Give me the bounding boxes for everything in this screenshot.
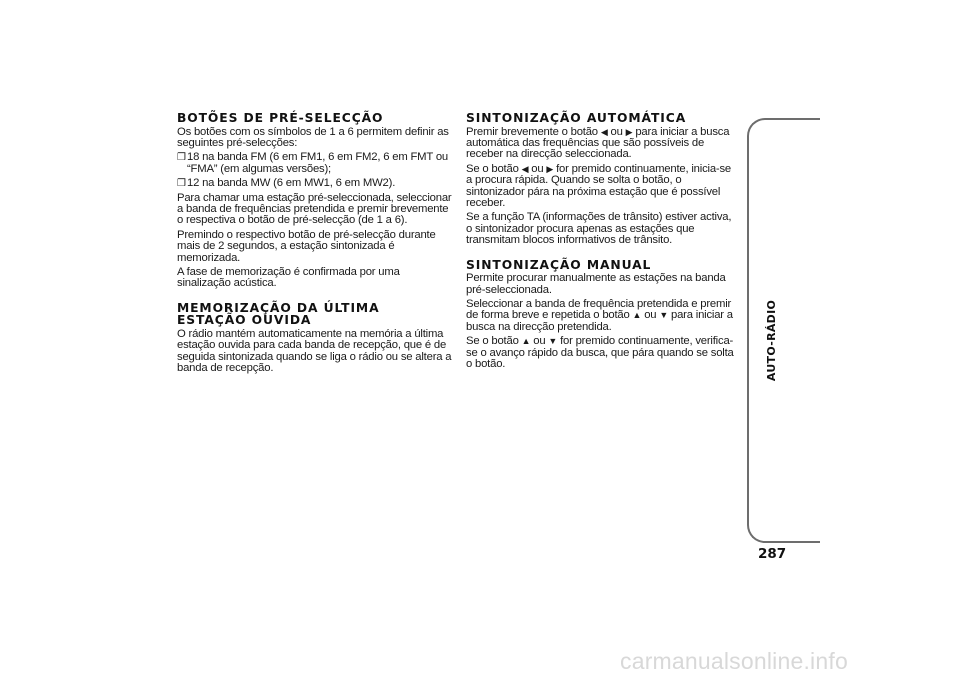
paragraph bbox=[466, 127, 738, 161]
arrow-right-icon: ▶ bbox=[625, 126, 633, 137]
text: ou bbox=[610, 125, 623, 138]
page-number: 287 bbox=[758, 546, 787, 562]
paragraph: Os botões com os símbolos de 1 a 6 permitem definir as seguintes pré-selecções: bbox=[177, 125, 449, 149]
left-column bbox=[177, 112, 452, 378]
text: for premido continuamente, verifica-se o avanço rápido da busca, que pára quando se solta o botão. bbox=[466, 335, 734, 371]
section-tab-label: AUTO-RÁDIO bbox=[765, 299, 779, 381]
arrow-left-icon: ◀ bbox=[600, 126, 608, 137]
arrow-right-icon: ▶ bbox=[546, 163, 554, 174]
paragraph: O rádio mantém automaticamente na memória a última estação ouvida para cada banda de recepção, que é de seguida sintonizada quando se liga o rádio ou se altera a banda de recepção. bbox=[177, 328, 452, 375]
text: ou bbox=[533, 335, 546, 348]
paragraph: Permite procurar manualmente as estações na banda pré-seleccionada. bbox=[466, 272, 726, 296]
right-column bbox=[466, 112, 738, 374]
text: Se o botão bbox=[466, 335, 519, 348]
paragraph: Para chamar uma estação pré-seleccionada, seleccionar a banda de frequências pretendida e premir brevemente o respectiva o botão de pré-selecção (de 1 a 6). bbox=[177, 191, 452, 227]
list-item-text: 12 na banda MW (6 em MW1, 6 em MW2). bbox=[187, 177, 396, 190]
text: para iniciar a busca na direcção pretendida. bbox=[466, 309, 733, 333]
paragraph: Premindo o respectivo botão de pré-selecção durante mais de 2 segundos, a estação sintonizada é memorizada. bbox=[177, 228, 436, 264]
heading-automatic-tuning: SINTONIZAÇÃO AUTOMÁTICA bbox=[466, 111, 687, 125]
text: para iniciar a busca automática das frequências que são possíveis de receber na direcção seleccionada. bbox=[466, 125, 730, 161]
text: Premir brevemente o botão bbox=[466, 125, 598, 138]
list-item bbox=[177, 178, 452, 189]
arrow-up-icon: ▲ bbox=[521, 336, 531, 347]
heading-last-station-memory: MEMORIZAÇÃO DA ÚLTIMA ESTAÇÃO OUVIDA bbox=[177, 300, 380, 328]
section-tab bbox=[757, 300, 787, 380]
list-item bbox=[177, 152, 452, 175]
text: ou bbox=[531, 162, 544, 175]
bullet-icon: ❒ bbox=[177, 178, 186, 190]
heading-preset-buttons: BOTÕES DE PRÉ-SELECÇÃO bbox=[177, 111, 384, 125]
text: Se o botão bbox=[466, 162, 519, 175]
paragraph bbox=[466, 164, 738, 210]
watermark: carmanualsonline.info bbox=[620, 648, 848, 674]
arrow-down-icon: ▼ bbox=[548, 336, 558, 347]
paragraph: A fase de memorização é confirmada por uma sinalização acústica. bbox=[177, 266, 400, 290]
text: Seleccionar a banda de frequência pretendida e premir de forma breve e repetida o botão bbox=[466, 298, 732, 322]
paragraph bbox=[466, 299, 738, 333]
bullet-icon: ❒ bbox=[177, 152, 186, 164]
arrow-up-icon: ▲ bbox=[632, 310, 642, 321]
arrow-down-icon: ▼ bbox=[659, 310, 669, 321]
list-item-text: 18 na banda FM (6 em FM1, 6 em FM2, 6 em FMT ou “FMA” (em algumas versões); bbox=[187, 151, 448, 175]
heading-manual-tuning: SINTONIZAÇÃO MANUAL bbox=[466, 257, 652, 272]
paragraph: Se a função TA (informações de trânsito) estiver activa, o sintonizador procura apenas as estações que transmitam blocos informativos de trânsito. bbox=[466, 211, 732, 247]
arrow-left-icon: ◀ bbox=[521, 163, 529, 174]
text: ou bbox=[644, 309, 657, 322]
text: for premido continuamente, inicia-se a procura rápida. Quando se solta o botão, o sintonizador pára na próxima estação que é possível receber. bbox=[466, 162, 732, 210]
paragraph bbox=[466, 336, 738, 370]
